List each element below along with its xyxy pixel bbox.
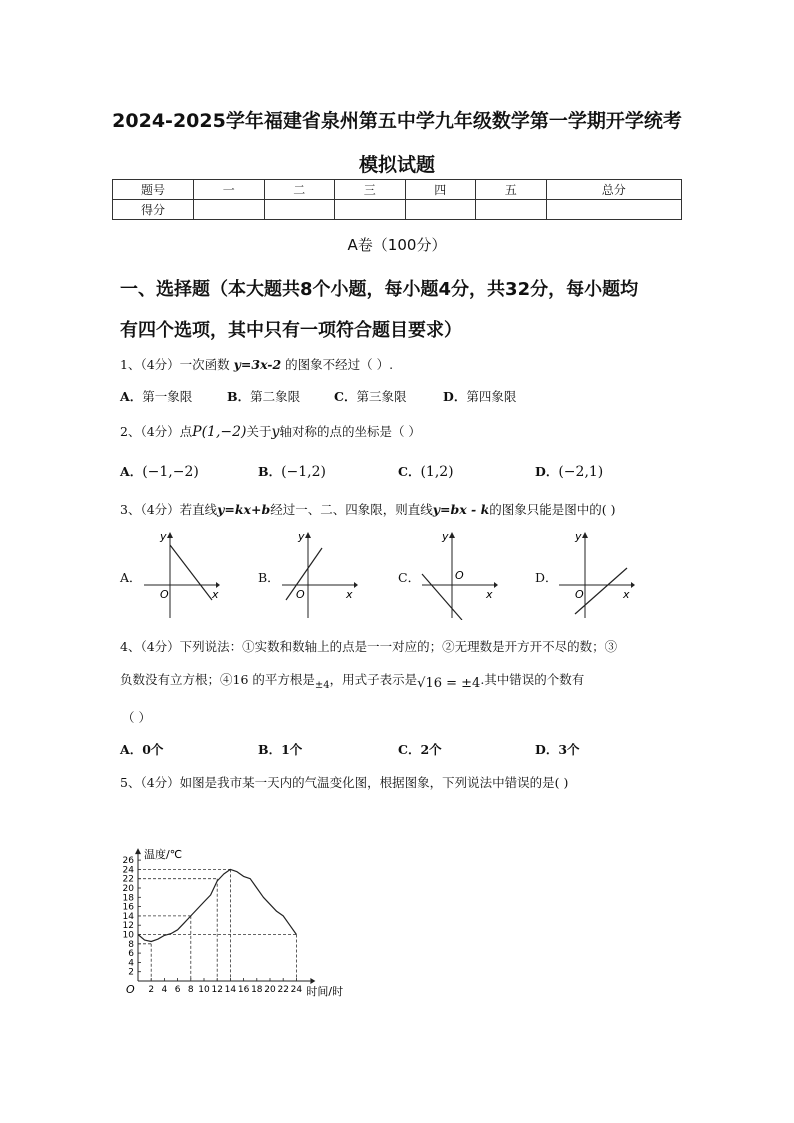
q2-axis: y <box>271 424 280 440</box>
y-axis-arrow <box>167 532 173 538</box>
question-4-line2 <box>120 670 585 691</box>
y-tick-label: 12 <box>122 921 134 932</box>
origin-label: O <box>296 588 305 601</box>
score-header-cell: 总分 <box>546 180 682 200</box>
origin-label: O <box>160 588 169 601</box>
q4-option-b[interactable]: B．1个 <box>258 742 303 757</box>
x-axis-arrow <box>310 978 315 984</box>
page-title: 2024-2025学年福建省泉州第五中学九年级数学第一学期开学统考 <box>112 110 682 132</box>
x-tick-label: 8 <box>187 985 194 995</box>
y-axis-arrow <box>449 532 455 538</box>
x-axis-title: 时间/时 <box>306 985 344 998</box>
y-axis-arrow <box>582 532 588 538</box>
q3-graph-d[interactable] <box>555 530 635 620</box>
q1-option-d[interactable]: D．第四象限 <box>443 389 517 404</box>
x-tick-label: 18 <box>251 985 263 995</box>
q2-point: P(1,−2) <box>192 424 247 440</box>
origin-label: O <box>126 983 135 996</box>
q3-suffix: 的图象只能是图中的( ) <box>489 502 616 517</box>
x-tick-label: 16 <box>237 985 250 995</box>
y-axis-title: 温度/℃ <box>144 848 183 862</box>
q4-text-b: ，用式子表示是 <box>329 672 418 687</box>
y-tick-label: 18 <box>122 893 134 904</box>
y-tick-label: 22 <box>122 874 134 885</box>
y-label: y <box>160 530 167 543</box>
x-tick-label: 10 <box>198 985 210 995</box>
score-row-label: 得分 <box>113 200 194 220</box>
y-tick-label: 26 <box>122 856 134 867</box>
question-4-line3: （ ） <box>122 710 151 725</box>
q3-graph-c[interactable] <box>418 530 498 620</box>
q2-option-d[interactable]: D．(−2,1) <box>535 464 604 480</box>
score-table-header-row <box>113 180 682 200</box>
q4-sqrt16: √16 = ±4 <box>417 676 481 691</box>
x-tick-label: 6 <box>174 985 181 995</box>
q3-graph-b[interactable] <box>278 530 358 620</box>
x-tick-label: 2 <box>148 985 155 995</box>
y-axis-arrow <box>305 532 311 538</box>
q3-option-c-label[interactable]: C． <box>398 570 421 585</box>
score-input-cell[interactable] <box>264 200 335 220</box>
x-axis-arrow <box>354 582 358 588</box>
y-tick-label: 6 <box>128 949 134 960</box>
x-label: x <box>346 588 353 601</box>
q1-suffix: 的图象不经过（ ）. <box>281 357 394 372</box>
y-tick-label: 2 <box>128 967 134 978</box>
y-label: y <box>298 530 305 543</box>
q4-option-d[interactable]: D．3个 <box>535 742 580 757</box>
graph-line <box>170 545 212 600</box>
q1-option-c[interactable]: C．第三象限 <box>334 389 407 404</box>
y-tick-label: 10 <box>122 930 134 941</box>
section-heading-line2: 有四个选项，其中只有一项符合题目要求） <box>120 320 462 341</box>
q3-line1: y=kx+b <box>217 502 271 517</box>
q3-prefix: 3、（4分）若直线 <box>120 502 218 517</box>
q2-suffix: 轴对称的点的坐标是（ ） <box>279 424 421 439</box>
q2-prefix: 2、（4分）点 <box>120 424 193 439</box>
y-axis-arrow <box>135 848 141 854</box>
score-input-cell[interactable] <box>335 200 406 220</box>
y-tick-label: 4 <box>128 958 134 969</box>
score-input-cell[interactable] <box>194 200 265 220</box>
origin-label: O <box>575 588 584 601</box>
question-3 <box>120 500 615 518</box>
q1-function: y=3x-2 <box>233 357 282 372</box>
q3-middle: 经过一、二、四象限，则直线 <box>270 502 433 517</box>
q4-option-a[interactable]: A．0个 <box>120 742 164 757</box>
y-tick-label: 16 <box>122 902 134 913</box>
x-axis-arrow <box>631 582 635 588</box>
x-tick-label: 4 <box>161 985 168 995</box>
x-axis-arrow <box>494 582 498 588</box>
y-tick-label: 24 <box>122 865 134 876</box>
q2-option-c[interactable]: C．(1,2) <box>398 464 454 480</box>
origin-label: O <box>455 569 464 582</box>
score-table <box>112 179 682 220</box>
x-label: x <box>486 588 493 601</box>
y-label: y <box>442 530 449 543</box>
q4-pm4: ±4 <box>314 680 330 691</box>
section-heading: 一、选择题（本大题共8个小题，每小题4分，共32分，每小题均 <box>120 279 639 300</box>
score-header-cell: 二 <box>264 180 335 200</box>
temperature-chart <box>110 795 370 1000</box>
score-header-cell: 题号 <box>113 180 194 200</box>
x-tick-label: 24 <box>290 985 303 995</box>
x-tick-label: 14 <box>224 985 237 995</box>
q1-prefix: 1、（4分）一次函数 <box>120 357 234 372</box>
question-1 <box>120 355 393 373</box>
score-table-score-row <box>113 200 682 220</box>
paper-a-label: A卷（100分） <box>347 236 447 254</box>
question-2 <box>120 422 421 440</box>
score-input-cell[interactable] <box>405 200 476 220</box>
q4-text-a: 负数没有立方根；④16 的平方根是 <box>120 672 315 687</box>
score-header-cell: 五 <box>476 180 547 200</box>
x-tick-label: 12 <box>211 985 223 995</box>
score-header-cell: 三 <box>335 180 406 200</box>
page-title-line2: 模拟试题 <box>358 154 435 176</box>
score-header-cell: 四 <box>405 180 476 200</box>
y-tick-label: 8 <box>128 939 134 950</box>
q3-option-a-label[interactable]: A． <box>120 570 142 585</box>
q1-option-a[interactable]: A．第一象限 <box>120 389 193 404</box>
x-tick-label: 20 <box>264 985 276 995</box>
question-4-line1: 4、（4分）下列说法：①实数和数轴上的点是一一对应的；②无理数是开方开不尽的数；③ <box>120 639 618 654</box>
q1-option-b[interactable]: B．第二象限 <box>227 389 301 404</box>
q3-option-d-label[interactable]: D． <box>535 570 558 585</box>
q3-graph-a[interactable] <box>140 530 220 620</box>
y-tick-label: 14 <box>122 911 134 922</box>
q2-middle: 关于 <box>246 424 272 439</box>
score-input-cell[interactable] <box>546 200 682 220</box>
x-label: x <box>623 588 630 601</box>
q2-option-b[interactable]: B．(−1,2) <box>258 464 326 480</box>
x-label: x <box>212 588 219 601</box>
y-label: y <box>575 530 582 543</box>
question-5: 5、（4分）如图是我市某一天内的气温变化图，根据图象，下列说法中错误的是( ) <box>120 775 569 790</box>
q3-option-b-label[interactable]: B． <box>258 570 280 585</box>
q3-line2: y=bx - k <box>432 502 490 517</box>
x-tick-label: 22 <box>277 985 289 995</box>
q4-text-c: .其中错误的个数有 <box>480 672 585 687</box>
y-tick-label: 20 <box>122 884 134 894</box>
q2-option-a[interactable]: A．(−1,−2) <box>120 464 199 480</box>
q4-option-c[interactable]: C．2个 <box>398 742 442 757</box>
score-header-cell: 一 <box>194 180 265 200</box>
score-input-cell[interactable] <box>476 200 547 220</box>
